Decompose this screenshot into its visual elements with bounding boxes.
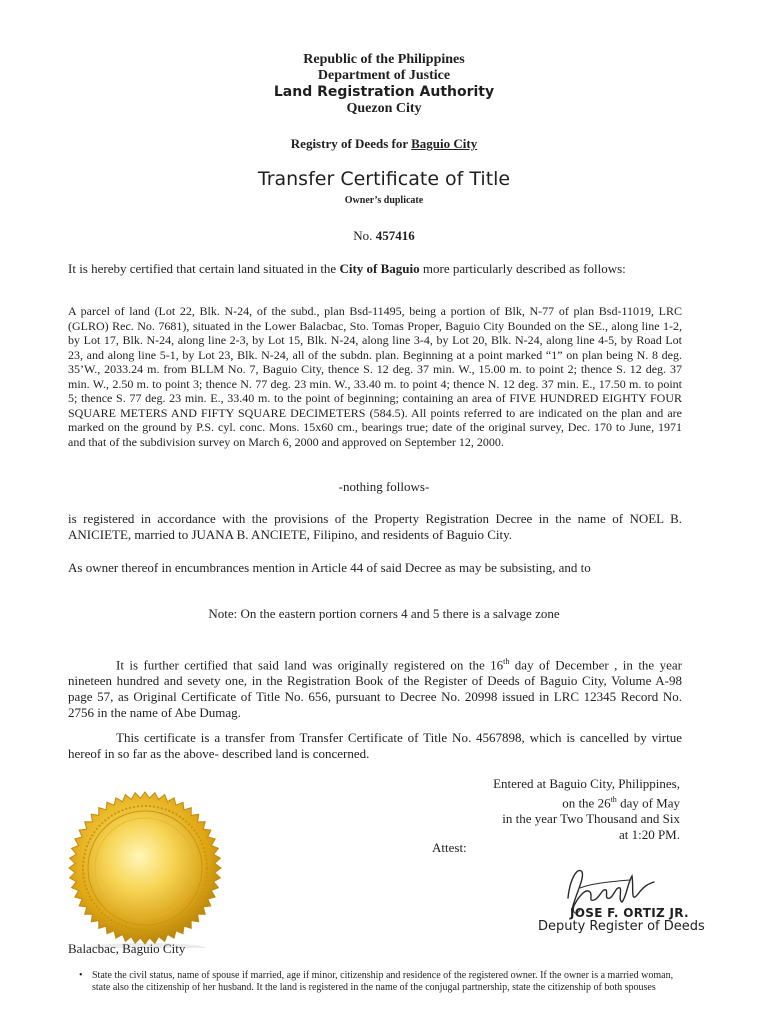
nothing-follows: -nothing follows- (338, 479, 430, 494)
signatory-name: JOSE F. ORTIZ JR. (570, 906, 689, 920)
further-before: It is further certified that said land was originally registered on the 16 (116, 657, 504, 673)
intro-paragraph (68, 261, 682, 277)
footnote (79, 970, 688, 994)
transfer-text: This certificate is a transfer from Transfer Certificate of Title No. 4567898, which is cancelled by virtue hereof in so far as the above- described land is concerned. (68, 730, 682, 761)
entered-line2-after: day of May (616, 795, 680, 811)
registry-prefix: Registry of Deeds for (290, 136, 412, 151)
further-after: day of December , in the year nineteen hundred and sevety one, in the Registration Book of the Register of Deeds of Baguio City, Volume A-98 page 57, as Original Certificate of Title No. 656, pursuant to Decree No. 20998 issued in LRC 12345 Record No. 2756 in the name of Abe Dumag. (68, 657, 682, 721)
intro-city: City of Baguio (339, 261, 420, 276)
intro-after: more particularly described as follows: (419, 261, 626, 276)
entered-line3: in the year Two Thousand and Six (502, 811, 680, 827)
entered-line2 (360, 792, 680, 811)
attest-label: Attest: (432, 840, 467, 855)
header-authority: Land Registration Authority (273, 84, 495, 100)
registered-paragraph: is registered in accordance with the provisions of the Property Registration Decree in the name of NOEL B. ANICIETE, married to JUANA B. ANCIETE, Filipino, and residents of Baguio City. (68, 511, 682, 542)
entered-block (360, 776, 680, 843)
footnote-text: State the civil status, name of spouse if married, age if minor, citizenship and residence of the registered owner. If the owner is a married woman, state also the citizenship of her husband. It the land is registered in the name of the conjugal partnership, state the citizenship of both spouses (92, 970, 674, 993)
certificate-number-label: No. (353, 228, 376, 243)
entered-line2-before: on the 26 (562, 795, 611, 811)
registry-line (0, 136, 768, 152)
owner-paragraph: As owner thereof in encumbrances mention in Article 44 of said Decree as may be subsisting, and to (68, 560, 591, 575)
transfer-paragraph (68, 730, 682, 762)
further-sup: th (503, 657, 510, 666)
note-line: Note: On the eastern portion corners 4 and 5 there is a salvage zone (208, 606, 560, 621)
signatory-title: Deputy Register of Deeds (538, 919, 705, 934)
further-paragraph (68, 654, 682, 721)
header-republic: Republic of the Philippines (303, 52, 465, 67)
bullet-icon: • (79, 970, 83, 981)
page-subtitle: Owner’s duplicate (344, 195, 424, 206)
header-department: Department of Justice (317, 68, 451, 83)
header-city: Quezon City (346, 101, 422, 116)
place-label: Balacbac, Baguio City (68, 941, 186, 956)
page-title: Transfer Certificate of Title (257, 168, 511, 190)
certificate-number: 457416 (375, 228, 415, 243)
certificate-number-line (0, 228, 768, 244)
gold-seal-icon (60, 788, 230, 948)
intro-before: It is hereby certified that certain land situated in the (68, 261, 340, 276)
entered-line1: Entered at Baguio City, Philippines, (493, 776, 680, 791)
land-description: A parcel of land (Lot 22, Blk. N-24, of the subd., plan Bsd-11495, being a portion of Blk, N-77 of plan Bsd-11019, LRC (GLRO) Rec. No. 7681), situated in the Lower Balacbac, Sto. Tomas Proper, Baguio City Bounded on the SE., along line 1-2, by Lot 17, Blk. N-24, along line 2-3, by Lot 15, Blk. N-24, along line 3-4, by Lot 20, Blk. N-24, along line 4-5, by Road Lot 23, and along line 5-1, by Lot 23, Blk. N-24, all of the subdn. plan. Beginning at a point marked “1” on plan being N. 8 deg. 35’W., 2033.24 m. from BLLM No. 7, Baguio City, thence S. 12 deg. 37 min. W., 15.00 m. to point 2; thence S. 12 deg. 37 min. W., 2.50 m. to point 3; thence N. 77 deg. 23 min. W., 33.40 m. to point 4; thence N. 12 deg. 37 min. E., 17.50 m. to point 5; thence S. 77 deg. 23 min. E., 33.40 m. to the point of beginning; containing an area of FIVE HUNDRED EIGHTY FOUR SQUARE METERS AND FIFTY SQUARE DECIMETERS (584.5). All points referred to are indicated on the plan and are marked on the ground by P.S. cyl. conc. Mons. 15x60 cm., bearings true; date of the original survey, Dec. 170 to June, 1971 and that of the subdivision survey on March 6, 2000 and approved on September 12, 2000. (68, 304, 682, 449)
registry-city: Baguio City (411, 136, 478, 151)
entered-line4: at 1:20 PM. (618, 827, 680, 843)
entered-line2-sup: th (610, 795, 617, 804)
